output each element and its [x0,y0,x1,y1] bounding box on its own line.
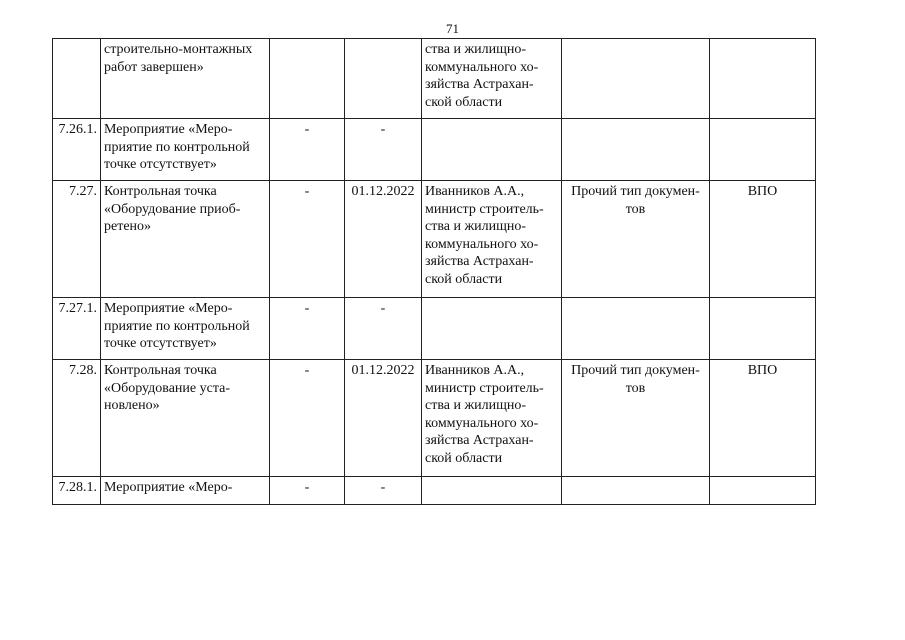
executor-cell-line: министр строитель- [425,201,544,217]
document-type-cell [562,360,710,477]
row-number-cell: 7.27. [53,181,101,298]
document-type-cell-line: тов [625,380,646,396]
responsible-cell [710,477,816,505]
executor-cell [422,39,562,119]
item-name-cell-line: «Оборудование приоб- [104,201,241,217]
executor-cell-line: ства и жилищно- [425,219,527,234]
table-row [53,477,816,505]
responsible-cell [710,298,816,360]
end-date-cell [345,39,422,119]
document-type-cell-line: Прочий тип докумен- [571,184,700,199]
table-row [53,181,816,298]
executor-cell [422,298,562,360]
item-name-cell-line: новлено» [104,398,160,413]
item-name-cell-line: точке отсутствует» [104,157,217,172]
executor-cell-line: зяйства Астрахан- [425,254,534,269]
end-date-cell: - [345,298,422,360]
row-number-cell: 7.28. [53,360,101,477]
document-type-cell [562,477,710,505]
executor-cell-line: министр строитель- [425,380,544,396]
end-date-cell: - [345,477,422,505]
executor-cell [422,477,562,505]
table-row [53,298,816,360]
start-date-cell: - [270,181,345,298]
item-name-cell [101,360,270,477]
row-number-cell [53,39,101,119]
table-row [53,360,816,477]
start-date-cell: - [270,298,345,360]
start-date-cell: - [270,360,345,477]
row-number-cell: 7.27.1. [53,298,101,360]
item-name-cell-line: работ завершен» [104,59,204,75]
executor-cell-line: коммунального хо- [425,415,539,431]
table-body [53,39,816,505]
executor-cell-line: Иванников А.А., [425,184,525,199]
item-name-cell [101,39,270,119]
table-row [53,39,816,119]
plan-table [52,38,816,505]
end-date-cell: 01.12.2022 [345,181,422,298]
page-number: 71 [446,21,459,36]
start-date-cell: - [270,477,345,505]
item-name-cell [101,181,270,298]
responsible-cell [710,119,816,181]
start-date-cell: - [270,119,345,181]
item-name-cell-line: Мероприятие «Меро- [104,301,233,316]
item-name-cell-line: «Оборудование уста- [104,380,231,396]
executor-cell-line: ской области [425,94,503,110]
document-type-cell-line: тов [625,201,646,217]
executor-cell [422,360,562,477]
executor-cell [422,119,562,181]
item-name-cell [101,298,270,360]
row-number-cell: 7.26.1. [53,119,101,181]
item-name-cell-line: строительно-монтажных [104,42,253,57]
item-name-cell-line: приятие по контрольной [104,318,250,334]
executor-cell-line: ства и жилищно- [425,42,527,57]
responsible-cell: ВПО [710,181,816,298]
responsible-cell: ВПО [710,360,816,477]
executor-cell-line: зяйства Астрахан- [425,77,534,92]
item-name-cell-line: ретено» [104,219,152,234]
document-type-cell [562,119,710,181]
item-name-cell-line: Контрольная точка [104,363,217,378]
item-name-cell [101,477,270,505]
responsible-cell [710,39,816,119]
document-type-cell-line: Прочий тип докумен- [571,363,700,378]
row-number-cell: 7.28.1. [53,477,101,505]
executor-cell-line: коммунального хо- [425,59,539,75]
document-type-cell [562,298,710,360]
document-type-cell [562,39,710,119]
item-name-cell [101,119,270,181]
document-type-cell [562,181,710,298]
executor-cell-line: Иванников А.А., [425,363,525,378]
executor-cell-line: коммунального хо- [425,236,539,252]
end-date-cell: 01.12.2022 [345,360,422,477]
executor-cell-line: зяйства Астрахан- [425,433,534,448]
item-name-cell-line: Контрольная точка [104,184,217,199]
end-date-cell: - [345,119,422,181]
start-date-cell [270,39,345,119]
executor-cell-line: ской области [425,450,503,466]
executor-cell-line: ства и жилищно- [425,398,527,413]
executor-cell [422,181,562,298]
table-row [53,119,816,181]
item-name-cell-line: Мероприятие «Меро- [104,480,233,495]
item-name-cell-line: приятие по контрольной [104,139,250,155]
item-name-cell-line: Мероприятие «Меро- [104,122,233,137]
executor-cell-line: ской области [425,271,503,287]
item-name-cell-line: точке отсутствует» [104,336,217,351]
